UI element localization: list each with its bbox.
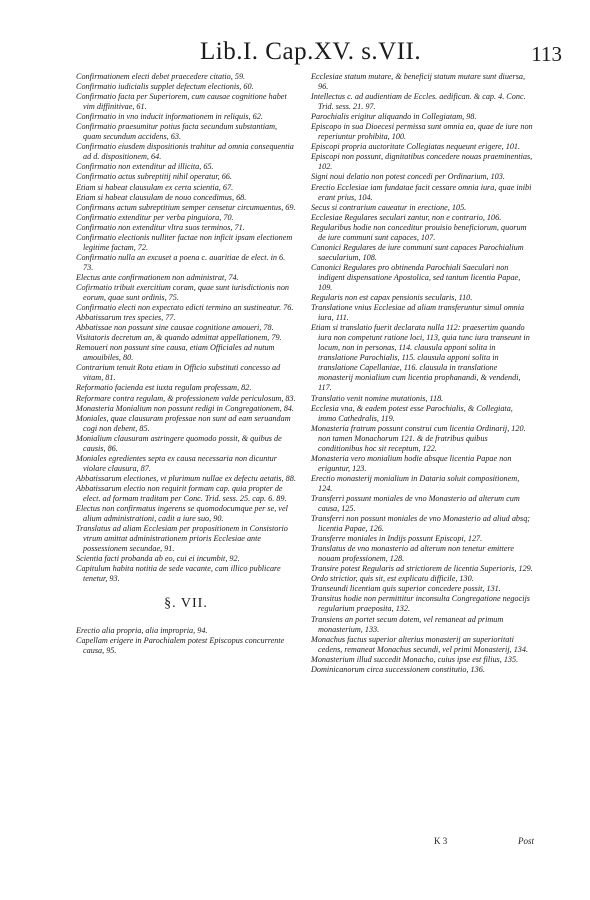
index-entry: Erectio monasterij monialium in Dataria soluit compositionem, 124.	[311, 473, 520, 493]
index-entry: Dominicanorum circa successionem constitutio, 136.	[311, 664, 485, 674]
index-entry: Ecclesia vna, & eadem potest esse Parochialis, & Collegiata, immo Cathedralis, 119.	[311, 403, 513, 423]
index-entry: Episcopi non possunt, dignitatibus concedere nouas praeminentias, 102.	[311, 152, 533, 172]
index-entry: Episcopo in sua Dioecesi permissa sunt omnia ea, quae de iure non reperiuntur prohibita, 100.	[311, 122, 533, 142]
index-entry: Regularis non est capax pensionis secularis, 110.	[311, 293, 473, 303]
index-entry: Episcopi propria auctoritate Collegiatas nequeunt erigere, 101.	[311, 142, 521, 152]
index-entry: Confirmatio extenditur per verba pinguiora, 70.	[76, 212, 234, 222]
index-entry: Abbatissarum electiones, vt plurimum nullae ex defectu aetatis, 88.	[76, 473, 296, 483]
index-entry: Contrarium tenuit Rota etiam in Officio substituti concesso ad vitam, 81.	[76, 363, 281, 383]
index-entry: Confirmatio nulla an excuset a poena c. auaritiae de elect. in 6. 73.	[76, 252, 286, 272]
index-entry: Secus si contrarium caueatur in erectione, 105.	[311, 202, 467, 212]
index-entry: Scientia facti probanda ab eo, cui ei incumbit, 92.	[76, 554, 240, 564]
page-header	[60, 38, 562, 68]
signature-mark: K 3	[434, 836, 448, 846]
index-entry: Confirmatio iudicialis supplet defectum electionis, 60.	[76, 82, 254, 92]
right-index-column	[311, 72, 533, 675]
index-entry: Confirmatio in vno inducit informationem in reliquis, 62.	[76, 112, 263, 122]
index-entry: Monialium clausuram astringere quomodo possit, & quibus de causis, 86.	[76, 433, 282, 453]
index-entry: Translatus de vno monasterio ad alterum non tenetur emittere nouam professionem, 128.	[311, 544, 515, 564]
index-entry: Confirmatio praesumitur potius facta secundum substantiam, quam secundum accidens, 63.	[76, 122, 278, 142]
catchword: Post	[517, 836, 534, 846]
index-entry: Translatione vnius Ecclesiae ad aliam transferuntur simul omnia iura, 111.	[311, 303, 525, 323]
page-footer	[434, 836, 534, 848]
index-entry: Canonici Regulares de iure communi sunt capaces Parochialium saecularium, 108.	[311, 242, 524, 262]
index-entry: Capellam erigere in Parochialem potest Episcopus concurrente causa, 95.	[76, 636, 285, 656]
index-entry: Reformare contra regulam, & professionem valde periculosum, 83.	[76, 393, 296, 403]
index-entry: Capitulum habita notitia de sede vacante, cam illico publicare tenetur, 93.	[76, 564, 281, 584]
index-entry: Confirmationem electi debet praecedere citatio, 59.	[76, 72, 246, 81]
left-index-column	[76, 72, 296, 657]
index-entry: Reformatio facienda est iuxta regulam professam, 82.	[76, 383, 252, 393]
running-title: Lib.I. Cap.XV. s.VII.	[200, 38, 422, 65]
index-entry: Transferre moniales in Indijs possunt Episcopi, 127.	[311, 534, 483, 544]
index-entry: Cofirmatio tribuit exercitium coram, quae sunt iurisdictionis non eorum, quae sunt ordinis, 75.	[76, 282, 290, 303]
index-entry: Monasteria Monialium non possunt redigi in Congregationem, 84.	[76, 403, 294, 413]
index-entry: Etiam si translatio fuerit declarata nulla 112: praesertim quando iura non competunt ratione loci, 113, quia tunc iura transeunt in locum, non in personas, 114. clausula apponi solita in translatione Parochialis, 115. clausula apponi solita in translatione Capellaniae, 116. clausula in translatione monasterij monialium cum licentia prophanandi, & vendendi, 117.	[311, 323, 530, 393]
index-entry: Remoueri non possunt sine causa, etiam Officiales ad nutum amouibiles, 80.	[76, 343, 275, 363]
index-entry: Confirmatio non extenditur ad illicita, 65.	[76, 162, 214, 172]
index-entry: Erectio Ecclesiae iam fundatae facit cessare omnia iura, quae inibi erant prius, 104.	[311, 182, 532, 202]
index-entry: Regularibus hodie non conceditur prouisio beneficiorum, quorum de iure communi sunt capaces, 107.	[311, 222, 527, 242]
index-entry: Ordo strictior, quis sit, est explicatu difficile, 130.	[311, 574, 474, 584]
index-entry: Moniales egredientes septa ex causa necessaria non dicuntur violare clausura, 87.	[76, 453, 277, 473]
index-entry: Etiam si habeat clausulam de nouo concedimus, 68.	[76, 192, 247, 202]
index-entry: Translatus ad aliam Ecclesiam per propositionem in Consistorio vtrum amittat administrationem prioris Ecclesiae ante possessionem secundae, 91.	[76, 524, 288, 554]
index-entry: Translatio venit nomine mutationis, 118.	[311, 393, 444, 403]
index-entry: Abbatissarum tres species, 77.	[76, 313, 176, 323]
index-entry: Monachus factus superior alterius monasterij an superioritati cedens, remaneat Monachus secundi, vel primi Monasterij, 134.	[311, 634, 529, 654]
index-entry: Etiam si habeat clausulam ex certa scientia, 67.	[76, 182, 234, 192]
index-entry: Confirmatio electi non expectato edicti termino an sustineatur. 76.	[76, 303, 294, 313]
index-entry: Ecclesiae Regulares seculari zantur, non e contrario, 106.	[311, 212, 502, 222]
index-entry: Electus non confirmatus ingerens se quomodocumque per se, vel alium administrationi, cadit a iure suo, 90.	[76, 504, 288, 524]
index-entry: Canonici Regulares pro obtinenda Parochiali Saeculari non indigent dispensatione Apostolica, sed tantum licentia Papae, 109.	[311, 262, 521, 292]
index-entry: Confirmatio actus subreptitij nihil operatur, 66.	[76, 172, 232, 182]
index-entry: Transitus hodie non permittitur inconsulta Congregatione negocijs regularium praeposita, 132.	[311, 594, 530, 614]
index-entry: Intellectus c. ad audientiam de Eccles. aedifican. & cap. 4. Conc. Trid. sess. 21. 97.	[311, 92, 526, 112]
index-entry: Signi noui delatio non potest concedi per Ordinarium, 103.	[311, 172, 505, 182]
section-heading: §. VII.	[164, 596, 208, 612]
index-entry: Transiens an portet secum dotem, vel remaneat ad primum monasterium, 133.	[311, 614, 504, 634]
index-entry: Monasteria fratrum possunt construi cum licentia Ordinarij, 120. non tamen Monachorum 121. & de fratribus quibus conditionibus hoc sit receptum, 122.	[311, 423, 526, 453]
index-entry: Monasteria vero monialium hodie absque licentia Papae non eriguntur, 123.	[311, 453, 512, 473]
index-entry: Confirmatio electionis nulliter factae non inficit ipsam electionem legitime factam, 72.	[76, 232, 293, 252]
index-entry: Confirmatio eiusdem dispositionis trahitur ad omnia consequentia ad d. dispositionem, 64.	[76, 142, 294, 162]
index-entry: Electus ante confirmationem non administrat, 74.	[76, 272, 239, 282]
index-entry: Moniales, quae clausuram professae non sunt ad eam seruandam cogi non debent, 85.	[76, 413, 291, 433]
index-entry: Parochialis erigitur aliquando in Collegiatam, 98.	[311, 112, 477, 122]
index-entry: Monasterium illud succedit Monacho, cuius ipse est filius, 135.	[311, 654, 519, 664]
index-entry: Transferri non possunt moniales de vno Monasterio ad aliud absq; licentia Papae, 126.	[311, 514, 531, 534]
index-entry: Abbatissarum electio non requirit formam cap. quia propter de elect. ad formam traditam per Conc. Trid. sess. 25. cap. 6. 89.	[76, 483, 287, 503]
index-entry: Visitatoris decretum an, & quando admittat appellationem, 79.	[76, 333, 282, 343]
page-number: 113	[531, 42, 562, 66]
index-entry: Ecclesiae statum mutare, & beneficij statum mutare sunt diuersa, 96.	[311, 72, 526, 92]
index-entry: Confirmans actum subreptitium semper censetur circumuentus, 69.	[76, 202, 296, 212]
index-entry: Abbatissae non possunt sine causae cognitione amoueri, 78.	[76, 323, 274, 333]
index-entry: Transire potest Regularis ad strictiorem de licentia Superioris, 129.	[311, 564, 533, 574]
index-entry: Confirmatio non extenditur vltra suos terminos, 71.	[76, 222, 245, 232]
index-entry: Transferri possunt moniales de vno Monasterio ad alterum cum causa, 125.	[311, 493, 520, 514]
index-entry: Erectio alia propria, alia impropria, 94.	[76, 626, 208, 636]
index-entry: Transeundi licentiam quis superior concedere possit, 131.	[311, 584, 501, 594]
index-entry: Confirmatio facta per Superiorem, cum causae cognitione habet vim diffinitivae, 61.	[76, 92, 287, 112]
